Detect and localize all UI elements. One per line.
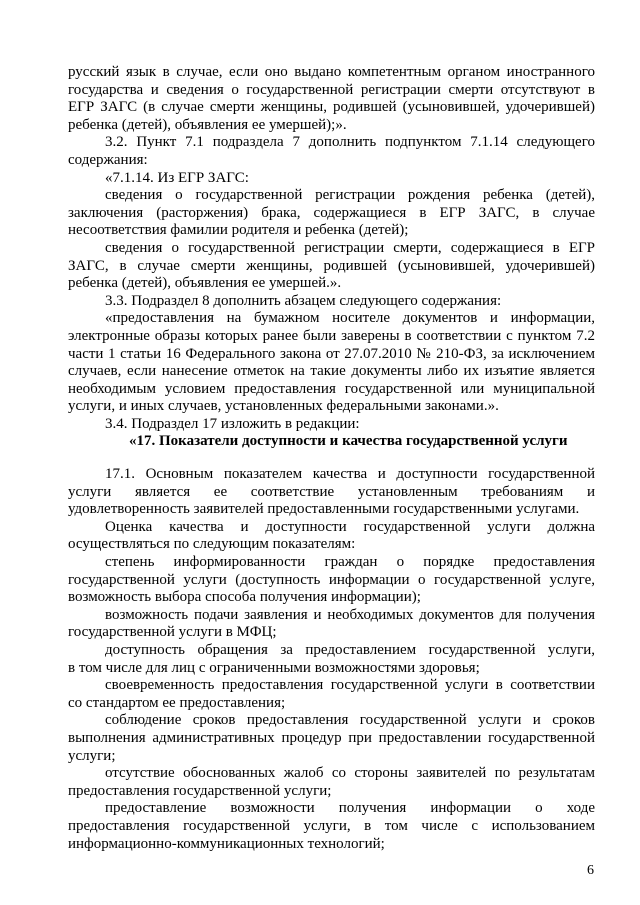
- document-page: [68, 64, 595, 853]
- text-line: необходимым условием предоставления государственной или муниципальной: [68, 380, 595, 397]
- text-line: в том числе для лиц с ограниченными возможностями здоровья;: [68, 659, 480, 676]
- text-line: ЗАГС, в случае смерти женщины, родившей (усыновившей, удочерившей): [68, 257, 595, 274]
- text-line: 3.4. Подраздел 17 изложить в редакции:: [105, 415, 360, 432]
- text-line: услуги;: [68, 747, 116, 764]
- text-line: русский язык в случае, если оно выдано компетентным органом иностранного: [68, 64, 595, 80]
- text-line: степень информированности граждан о порядке предоставления: [105, 554, 595, 571]
- page-number: 6: [587, 863, 594, 878]
- text-line: осуществляться по следующим показателям:: [68, 536, 356, 553]
- text-line: несоответствия фамилии родителя и ребенка (детей);: [68, 222, 409, 239]
- text-line: части 1 статьи 16 Федерального закона от 27.07.2010 № 210-ФЗ, за исключением: [68, 345, 595, 362]
- text-line: государства и сведения о государственной регистрации смерти отсутствуют в: [68, 81, 595, 98]
- text-line: удовлетворенность заявителей предоставленными государственными услугами.: [68, 501, 580, 518]
- text-line: случаев, если нанесение отметок на такие документы либо их изъятие является: [68, 363, 595, 380]
- text-line: 3.2. Пункт 7.1 подраздела 7 дополнить подпунктом 7.1.14 следующего: [105, 134, 595, 151]
- text-line: предоставления государственной услуги, в том числе с использованием: [68, 817, 595, 834]
- text-line: услуги является ее соответствие установленным требованиям и: [68, 483, 595, 500]
- text-line: доступность обращения за предоставлением государственной услуги,: [105, 642, 595, 658]
- text-line: выполнения административных процедур при предоставлении государственной: [68, 729, 595, 746]
- text-line: 17.1. Основным показателем качества и доступности государственной: [105, 466, 595, 483]
- text-line: Оценка качества и доступности государственной услуги должна: [105, 518, 595, 535]
- text-line: государственной услуги (доступность информации о государственной услуге,: [68, 571, 595, 588]
- text-line: «7.1.14. Из ЕГР ЗАГС:: [105, 169, 249, 186]
- text-line: возможность выбора способа получения информации);: [68, 589, 421, 606]
- text-line: со стандартом ее предоставления;: [68, 694, 286, 711]
- section-heading: «17. Показатели доступности и качества государственной услуги: [129, 433, 568, 450]
- text-line: содержания:: [68, 151, 148, 168]
- text-line: возможность подачи заявления и необходимых документов для получения: [105, 606, 595, 623]
- text-line: информационно-коммуникационных технологий;: [68, 835, 385, 852]
- text-line: сведения о государственной регистрации смерти, содержащиеся в ЕГР: [105, 239, 595, 256]
- blank-line: [68, 451, 595, 466]
- text-line: услуги, и иных случаев, установленных федеральными законами.».: [68, 398, 499, 415]
- text-line: своевременность предоставления государственной услуги в соответствии: [105, 677, 595, 694]
- text-line: ребенка (детей), объявления ее умершей);».: [68, 116, 347, 133]
- text-line: ЕГР ЗАГС (в случае смерти женщины, родившей (усыновившей, удочерившей): [68, 99, 595, 116]
- text-line: соблюдение сроков предоставления государственной услуги и сроков: [105, 712, 595, 729]
- text-line: сведения о государственной регистрации рождения ребенка (детей),: [105, 187, 595, 204]
- text-line: предоставление возможности получения информации о ходе: [105, 800, 595, 817]
- text-line: 3.3. Подраздел 8 дополнить абзацем следующего содержания:: [105, 292, 502, 309]
- text-line: ребенка (детей), объявления ее умершей.».: [68, 275, 342, 292]
- text-line: заключения (расторжения) брака, содержащиеся в ЕГР ЗАГС, в случае: [68, 204, 595, 221]
- text-line: электронные образы которых ранее были заверены в соответствии с пунктом 7.2: [68, 327, 595, 344]
- text-line: предоставления государственной услуги;: [68, 782, 332, 799]
- text-line: отсутствие обоснованных жалоб со стороны заявителей по результатам: [105, 765, 595, 782]
- text-line: «предоставления на бумажном носителе документов и информации,: [105, 310, 595, 327]
- text-line: государственной услуги в МФЦ;: [68, 624, 277, 641]
